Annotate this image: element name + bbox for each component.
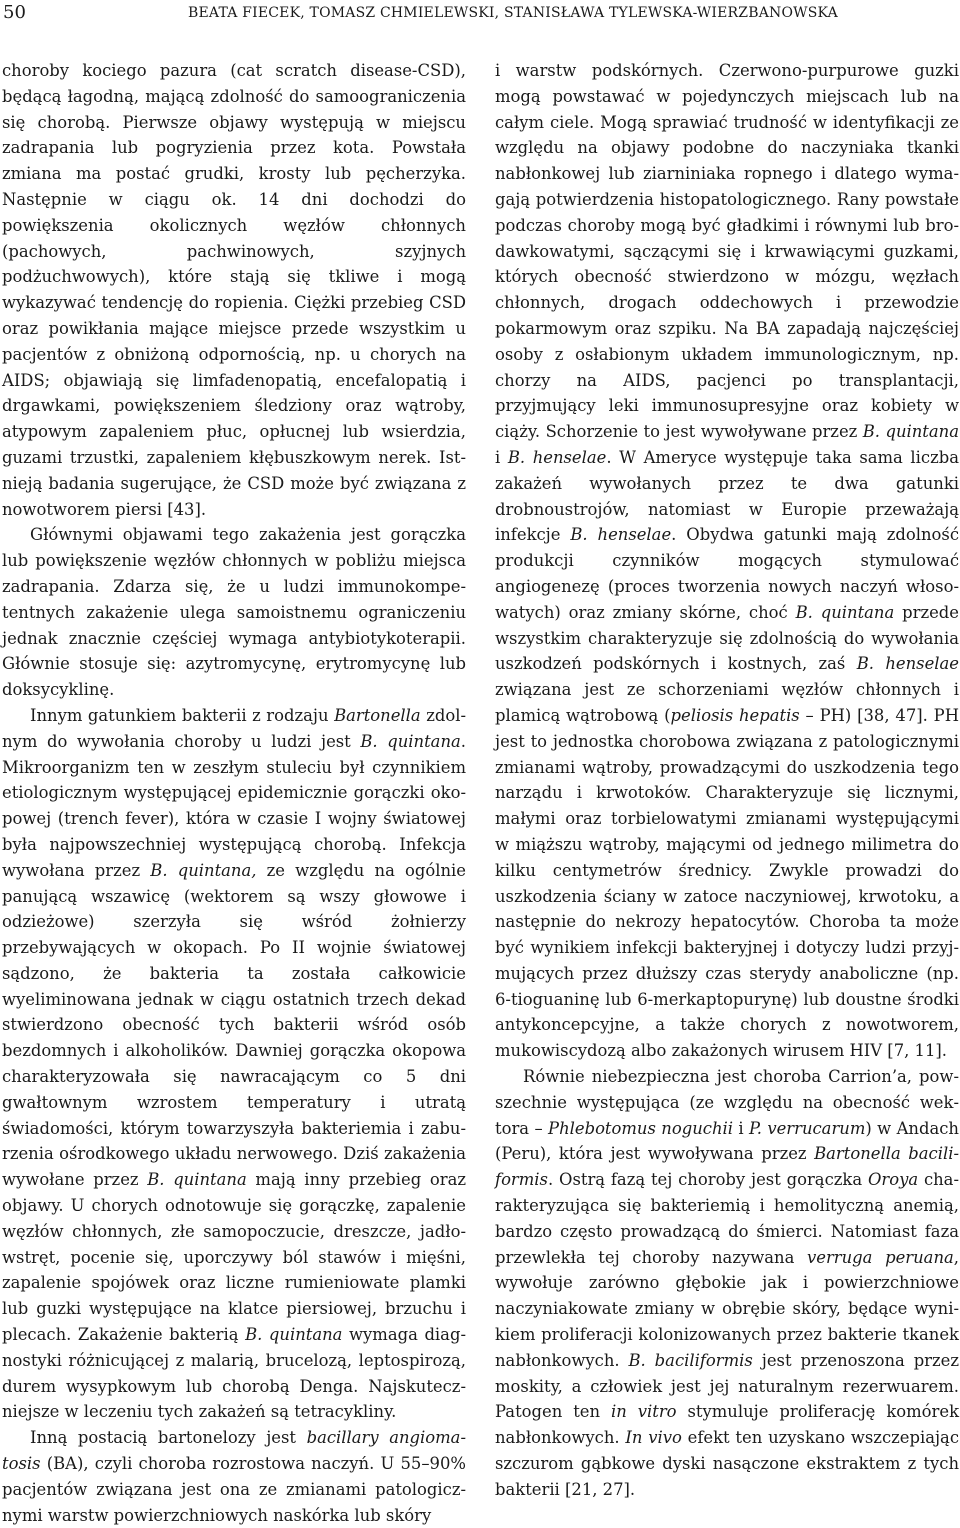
text-run: ) w Andach (Peru), która jest wywoływana przez [495, 1118, 959, 1164]
text-run: choroby kociego pazura (cat scratch disease-CSD), będącą łagodną, mającą zdolność do samoograniczenia się chorobą. Pierwsze objawy występują w miejscu zadrapania lub pogryzienia przez kota. Powstała zmiana ma postać grudki, krosty lub pęcherzyka. Następnie w ciągu ok. 14 dni dochodzi do powiększenia okolicznych węzłów chłonnych (pachowych, pachwinowych, szyjnych podżuchwowych), które stają się tkliwe i mogą wykazywać tendencję do ropienia. Ciężki przebieg CSD oraz powikłania mające miejsce przede wszystkim u pacjentów z obniżoną odpornością, np. u chorych na AIDS; objawiają się limfadenopatią, encefalopatią i drgawkami, powiększeniem śledziony oraz wątroby, atypowym zapaleniem płuc, opłucnej lub wsierdzia, guzami trzustki, zapaleniem kłębuszkowym nerek. Istnieją badania sugerujące, że CSD może być związana z nowotworem piersi [43]. [2, 61, 466, 519]
text-run: Głównymi objawami tego zakażenia jest gorączka lub powiększenie węzłów chłonnych w pobliżu miejsca zadrapania. Zdarza się, że u ludzi immunokompetentnych zakażenie ulega samoistnemu ograniczeniu jednak znacznie częściej wymaga antybiotykoterapii. Głównie stosuje się: azytromycynę, erytromycynę lub doksycyklinę. [2, 525, 466, 700]
text-run: . Mikroorganizm ten w zeszłym stuleciu był czynnikiem etiologicznym występującej epidemicznie gorączki okopowej (trench fever), która w czasie I wojny światowej była najpowszechniej występującą chorobą. Infekcja wywołana przez [2, 731, 466, 880]
italic-term: B. quintana, [150, 860, 257, 880]
text-run: przede wszystkim charakteryzuje się zdolnością do wywołania uszkodzeń podskórnych i kostnych, zaś [495, 602, 959, 674]
text-run: jest przenoszona przez moskity, a człowiek jest jej naturalnym rezerwuarem. Patogen ten [495, 1350, 959, 1422]
body-paragraph [2, 522, 466, 703]
italic-term: in vitro [611, 1402, 677, 1422]
text-run: . Obydwa gatunki mają zdolność produkcji czynników mogących stymulować angiogenezę (proces tworzenia nowych naczyń włosowatych) oraz zmiany skórne, choć [495, 525, 959, 622]
italic-term: B. henselae [570, 525, 672, 545]
right-text-column [495, 58, 959, 1503]
text-run: zdolnym do wywołania choroby u ludzi jest [2, 705, 466, 751]
italic-term: B. baciliformis [628, 1350, 753, 1370]
italic-term: B. quintana [795, 602, 895, 622]
italic-term: bacillary angiomatosis [2, 1428, 466, 1474]
italic-term: B. henselae [507, 447, 607, 467]
text-run: (BA), czyli choroba rozrostowa naczyń. U 55–90% pacjentów związana jest ona ze zmianami patologicznymi warstw powierzchniowych naskórka lub skóry [2, 1454, 466, 1525]
text-run: , wywołuje zarówno głębokie jak i powierzchniowe naczyniakowate zmiany w obrębie skóry, będące wynikiem proliferacji kolonizowanych przez bakterie tkanek nabłonkowych. [495, 1247, 959, 1370]
italic-term: B. quintana [862, 422, 959, 442]
running-head-authors: BEATA FIECEK, TOMASZ CHMIELEWSKI, STANISŁAWA TYLEWSKA-WIERZBANOWSKA [188, 5, 838, 21]
italic-term: Bartonella [334, 705, 421, 725]
text-run: . Ostrą fazą tej choroby jest gorączka [547, 1170, 868, 1190]
italic-term: Phlebotomus noguchii [548, 1118, 733, 1138]
body-paragraph [2, 1425, 466, 1528]
text-run: Innym gatunkiem bakterii z rodzaju [30, 705, 335, 725]
left-text-column [2, 58, 466, 1528]
text-run: związana jest ze schorzeniami węzłów chłonnych i plamicą wątrobową ( [495, 680, 959, 725]
text-run: mają inny przebieg oraz objawy. U chorych odnotowuje się gorączkę, zapalenie węzłów chłonnych, złe samopoczucie, dreszcze, jadłowstręt, pocenie się, uporczywy ból stawów i mięśni, zapalenie spojówek oraz liczne rumieniowate plamki lub guzki występujące na klatce piersiowej, brzuchu i plecach. Zakażenie bakterią [2, 1170, 467, 1345]
text-run: i warstw podskórnych. Czerwono-purpurowe guzki mogą powstawać w pojedynczych miejscach lub na całym ciele. Mogą sprawiać trudność w identyfikacji ze względu na objawy podobne do naczyniaka tkanki nabłonkowej lub ziarniniaka ropnego i dlatego wymagają potwierdzenia histopatologicznego. Rany powstałe podczas choroby mogą być gładkimi i równymi lub brodawkowatymi, sączącymi się i krwawiącymi guzkami, których obecność stwierdzono w mózgu, węzłach chłonnych, drogach oddechowych i przewodzie pokarmowym oraz szpiku. Na BA zapadają najczęściej osoby z osłabionym układem immunologicznym, np. chorzy na AIDS, pacjenci po transplantacji, przyjmujący leki immunosupresyjne oraz kobiety w ciąży. Schorzenie to jest wywoływane przez [495, 61, 959, 442]
italic-term: B. henselae [856, 654, 959, 674]
text-run: . W Ameryce występuje taka sama liczba zakażeń wywołanych przez te dwa gatunki drobnoustrojów, natomiast w Europie przeważają infekcje [495, 447, 959, 545]
text-run: Inną postacią bartonelozy jest [30, 1428, 307, 1448]
italic-term: B. quintana [147, 1170, 247, 1190]
body-paragraph [2, 703, 466, 1425]
italic-term: verruga peruana [807, 1247, 954, 1267]
italic-term: peliosis hepatis [670, 705, 800, 725]
page-number: 50 [3, 2, 26, 23]
text-run: efekt ten uzyskano wszczepiając szczurom gąbkowe dyski nasączone ekstraktem z tych bakterii [21, 27]. [495, 1428, 959, 1499]
text-run: Równie niebezpieczna jest choroba Carrion’a, powszechnie występująca (ze względu na obecność wektora – [495, 1067, 959, 1138]
italic-term: In vivo [625, 1428, 682, 1448]
italic-term: B. quintana [360, 731, 461, 751]
italic-term: P. verrucarum [749, 1118, 866, 1138]
page-header [0, 0, 960, 30]
italic-term: B. quintana [245, 1325, 343, 1345]
body-paragraph [495, 1064, 959, 1503]
text-run: wymaga diagnostyki różnicującej z malarią, brucelozą, leptospirozą, durem wysypkowym lub chorobą Denga. Najskuteczniejsze w leczeniu tych zakażeń są tetracykliny. [2, 1325, 466, 1422]
body-paragraph [2, 58, 466, 522]
italic-term: Oroya [867, 1170, 919, 1190]
italic-term: Bartonella baciliformis [495, 1144, 959, 1190]
text-run: stymuluje proliferację komórek nabłonkowych. [495, 1402, 960, 1448]
text-run: – PH) [38, 47]. PH jest to jednostka chorobowa związana z patologicznymi zmianami wątroby, prowadzącymi do uszkodzenia tego narządu i krwotoków. Charakteryzuje się licznymi, małymi oraz torbielowatymi zmianami występującymi w miąższu wątroby, mającymi od jednego milimetra do kilku centymetrów średnicy. Zwykle prowadzi do uszkodzenia ściany w zatoce naczyniowej, krwotoku, a następnie do nekrozy hepatocytów. Choroba ta może być wynikiem infekcji bakteryjnej i dotyczy ludzi przyjmujących przez dłuższy czas sterydy anaboliczne (np. 6-tioguaninę lub 6-merkaptopurynę) lub doustne środki antykoncepcyjne, a także chorych z nowotworem, mukowiscydozą albo zakażonych wirusem HIV [7, 11]. [495, 705, 959, 1061]
body-paragraph [495, 58, 959, 1064]
text-run: charakteryzująca się bakteriemią i hemolityczną anemią, bardzo często prowadzącą do śmierci. Natomiast faza przewlekła tej choroby nazywana [495, 1170, 960, 1267]
text-run: i [495, 447, 508, 467]
text-run: i [732, 1118, 750, 1138]
text-run: ze względu na ogólnie panującą wszawicę (wektorem są wszy głowowe i odzieżowe) szerzyła się wśród żołnierzy przebywających w okopach. Po II wojnie światowej sądzono, że bakteria ta została całkowicie wyeliminowana jednak w ciągu ostatnich trzech dekad stwierdzono obecność tych bakterii wśród osób bezdomnych i alkoholików. Dawniej gorączka okopowa charakteryzowała się nawracającym co 5 dni gwałtownym wzrostem temperatury i utratą świadomości, którym towarzyszyła bakteriemia i zaburzenia ośrodkowego układu nerwowego. Dziś zakażenia wywołane przez [2, 860, 466, 1190]
